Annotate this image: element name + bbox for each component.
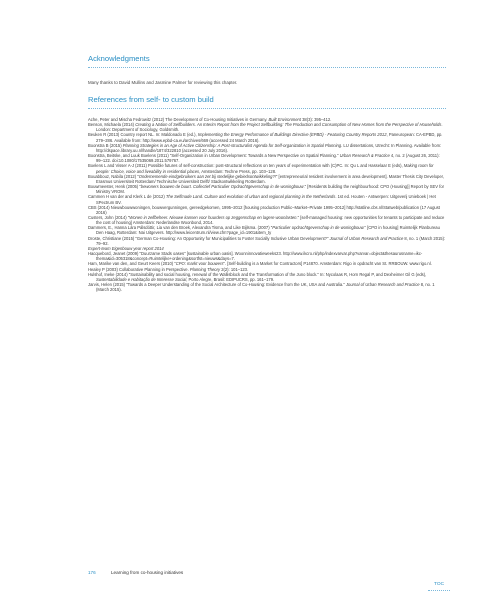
toc-divider [428, 590, 450, 591]
references-divider [88, 108, 446, 109]
page-footer [88, 570, 183, 575]
reference-title: Built Environment [268, 117, 301, 122]
reference-item [88, 132, 446, 142]
reference-text: " [self-managed housing: new opportunities for tenants to participate and reduce the cost of housing] Amsterdam: Nederlandse Woonbond, 2014. [96, 214, 445, 226]
reference-item [88, 163, 446, 173]
reference-item [88, 174, 446, 184]
reference-title: Making room for people: Choice, voice and liveability in residential places [96, 163, 434, 174]
reference-item [88, 153, 446, 163]
reference-title: Wonen in zelfbeheer. Nieuwe kansen voor huurders op zeggenschap en lagere woonlasten. [129, 214, 298, 220]
reference-title: Planning Theory [189, 266, 221, 272]
reference-item [88, 205, 446, 215]
reference-text: Beuken R (2013) Country report NL. In: Maldonado E (ed.), [88, 132, 198, 138]
reference-item [88, 194, 446, 204]
reference-title: Urban Research & Practice [339, 153, 390, 159]
reference-text: 2(2): 101–123. [220, 266, 249, 272]
page-number: 176 [88, 570, 96, 575]
reference-text: Dammers, E., Hanna Lára Pálsdóttir, Lia van den Broek, Alexandra Tisma, and Like Bijlsma. (2007) " [88, 225, 273, 231]
reference-text: Bouabbouz, Nabila (2012) " [88, 173, 139, 179]
reference-title: Ondernemende eindgebruikers aan zet bij stedelijke gebiedsontwikkeling?! [138, 173, 276, 179]
reference-text: Hulshof, Ineke (2014) "Sustainability and social housing, renewal of the Wallisblock and the Transformation of the Juno block." In: Nycolaas R, Horn Regal P, and Dexheimer Gil G (eds), [88, 271, 427, 277]
reference-text: 8, no. 1 (March 2015). [96, 282, 435, 293]
reference-item [88, 184, 446, 194]
reference-text: Custers, John (2014) " [88, 214, 130, 220]
reference-text: Benson, Michaela (2014) [88, 122, 136, 128]
reference-item [88, 236, 446, 246]
reference-text: Boonstra, Beitske, and Luuk Boelens (2011) "Self-Organization in Urban Development: Towards a New Perspective on Spatial Planning." [88, 153, 340, 159]
toc-link[interactable]: TOC [434, 582, 445, 587]
reference-item [88, 251, 446, 261]
reference-text: . LU dissertations, Utrecht: In Planning. Available from: http://dspace.library.uu.nl/handle/1874/322810 (accessed 20 July 2016). [96, 142, 442, 153]
reference-text: Bouwmeester, Henk (2005) " [88, 184, 141, 190]
reference-text: Hacquebord, Jeanet (2009) "Duurzame Stads oases" [sustainable urban oasis]. Woonninnovatieweeks23. http://www.ikcro.nl/php/indexvarvar.php?varvar=object&thesaurusname=ikc-thema&id=305318&concept=Ruimtelijke+ordening&sortfst=nieuws&days=7. [88, 251, 423, 262]
reference-title: Journal of Urban Research and Practice [329, 235, 404, 241]
acknowledgments-text: Many thanks to David Mullins and Jasmine Palmer for reviewing this chapter. [88, 80, 238, 86]
references-heading: References from self- to custom build [88, 95, 214, 104]
reference-text: ". [Self-building is a Market for Contractors] P14870. Amsterdam: Rigo in opdracht van St. RRBOUW. www.rigo.nl. [223, 261, 432, 267]
reference-item [88, 272, 446, 282]
reference-text: Boonstra B (2015) [88, 142, 123, 148]
reference-text: , Amsterdam: Techne Press, pp. 103–128. [199, 168, 277, 174]
reference-text: CBS (2014) Nieuwbouwwoningen, bouwvergunningen, gereedgekomen, 1995–2012 [housing production Public–Market–Private 1995–2012] http://statline.cbs.nl/Statweb/publication (17 August 2016) [88, 204, 440, 215]
reference-text: " [entrepreneurial resident involvement in area development]. Master Thesis City Developer, Erasmus Universiteit Rotterdam/ Technische Universiteit Delft/ Stadsontwikkeling Rotterdam. [96, 173, 444, 184]
reference-title: Sustentabilidade e Habitação de Interesse Social [96, 276, 187, 282]
reference-list [88, 117, 446, 292]
reference-text: . 1st ed. Houten - Antwerpen: Uitgeverij Unieboek | Het SPectrum BV. [96, 194, 436, 205]
reference-text: . London: Department of Sociology, Goldsmith. [96, 122, 443, 133]
reference-title: Implementing the Energy Performance of Buildings Directive (EPBD) - Featuring Country Reports 2012 [197, 132, 387, 138]
reference-title: Journal of Urban Research and Practice [345, 282, 420, 287]
reference-text: 8, no. 1 (March 2015): 79–92. [96, 235, 446, 246]
acknowledgments-heading: Acknowledgments [88, 54, 150, 63]
reference-title: Expert-team Eigenbouw year report 2014 [88, 245, 164, 251]
document-page [88, 0, 446, 600]
reference-text: , Paneuropean: CA-EPBD, pp. 279–286. Available from: http://www.epbd-ca.eu/archives/669 (accessed 24 March 2016). [96, 132, 443, 143]
reference-text: Healey P (2003) Collaborative Planning in Perspective. [88, 266, 190, 272]
reference-item [88, 122, 446, 132]
reference-title: Creating a Nation of Selfbuilders. An Interim Report from the Project Selfbuilding: The Production and Consumption of New Homes from the Perspective of Households [135, 122, 442, 128]
reference-title: The Selfmade Land. Culture and evolution of urban and regional planning in the Netherlands [165, 194, 336, 200]
reference-text: Ache, Peter and Mischa Fedrowitz (2012) The Development of Co-Housing Initiatives in Germany. [88, 117, 269, 122]
reference-title: Planning Strategies in an Age of Active Citizenship: A Post-structuralist Agenda for Self-organization in Spatial Planning [122, 142, 342, 148]
reference-item [88, 143, 446, 153]
running-title: Learning from co-housing initiatives [110, 570, 184, 575]
reference-title: CPO: markt voor bouwers [175, 261, 224, 267]
reference-text: 4, no. 2 (August 26, 2011): 99–122. doi:10.1080/17535069.2011.579767. [96, 153, 440, 164]
reference-text: " [CPO in housing] Ruimtelijk Planbureau Den Haag, Rotterdam: Nai Uitgevers. http://www.leicentrum.nl/view.cfm?page_id=1901&item_ty [96, 225, 440, 236]
reference-text: 38(3): 395–412. [300, 117, 332, 122]
reference-text: Boelens L and Visser A-J (2011) Possible futures of self-construction: post-structural reflections on ten years of experimentation with (C)PC. In: Qu L and Hasselaar E (eds), [88, 163, 404, 169]
reference-item [88, 215, 446, 225]
reference-text: Droste, Christiane (2015) "German Co-Housing: An Opportunity for Municipalities to Foster Socially Inclusive Urban Development?" [88, 235, 330, 241]
reference-item [88, 282, 446, 292]
reference-text: , Porto Alegre, Brasil: EDIPUCRS, pp. 161–179. [186, 276, 275, 282]
reference-text: Ham, Marike van den, and Geurt Keers (2010) " [88, 261, 176, 267]
reference-title: bewoners bouwen de buurt. Collectief Particulier Opdrachtgeverschap in de woningbouw [140, 184, 304, 190]
reference-text: Cammen H van der and Klerk L de (2012) [88, 194, 166, 200]
reference-text: ." [Residents building the neighbourhood: CPO (Housing)] Report by SEV for Ministry VROM. [96, 184, 445, 195]
reference-item [88, 225, 446, 235]
reference-title: Particulier opdrachtgeverschap in de woningbouw. [272, 225, 365, 231]
acknowledgments-divider [88, 67, 446, 68]
reference-text: Jarvis, Helen (2015) "Towards a Deeper Understanding of the Social Architecture of Co-Housing: Evidence from the UK, USA and Australia." [88, 282, 346, 287]
